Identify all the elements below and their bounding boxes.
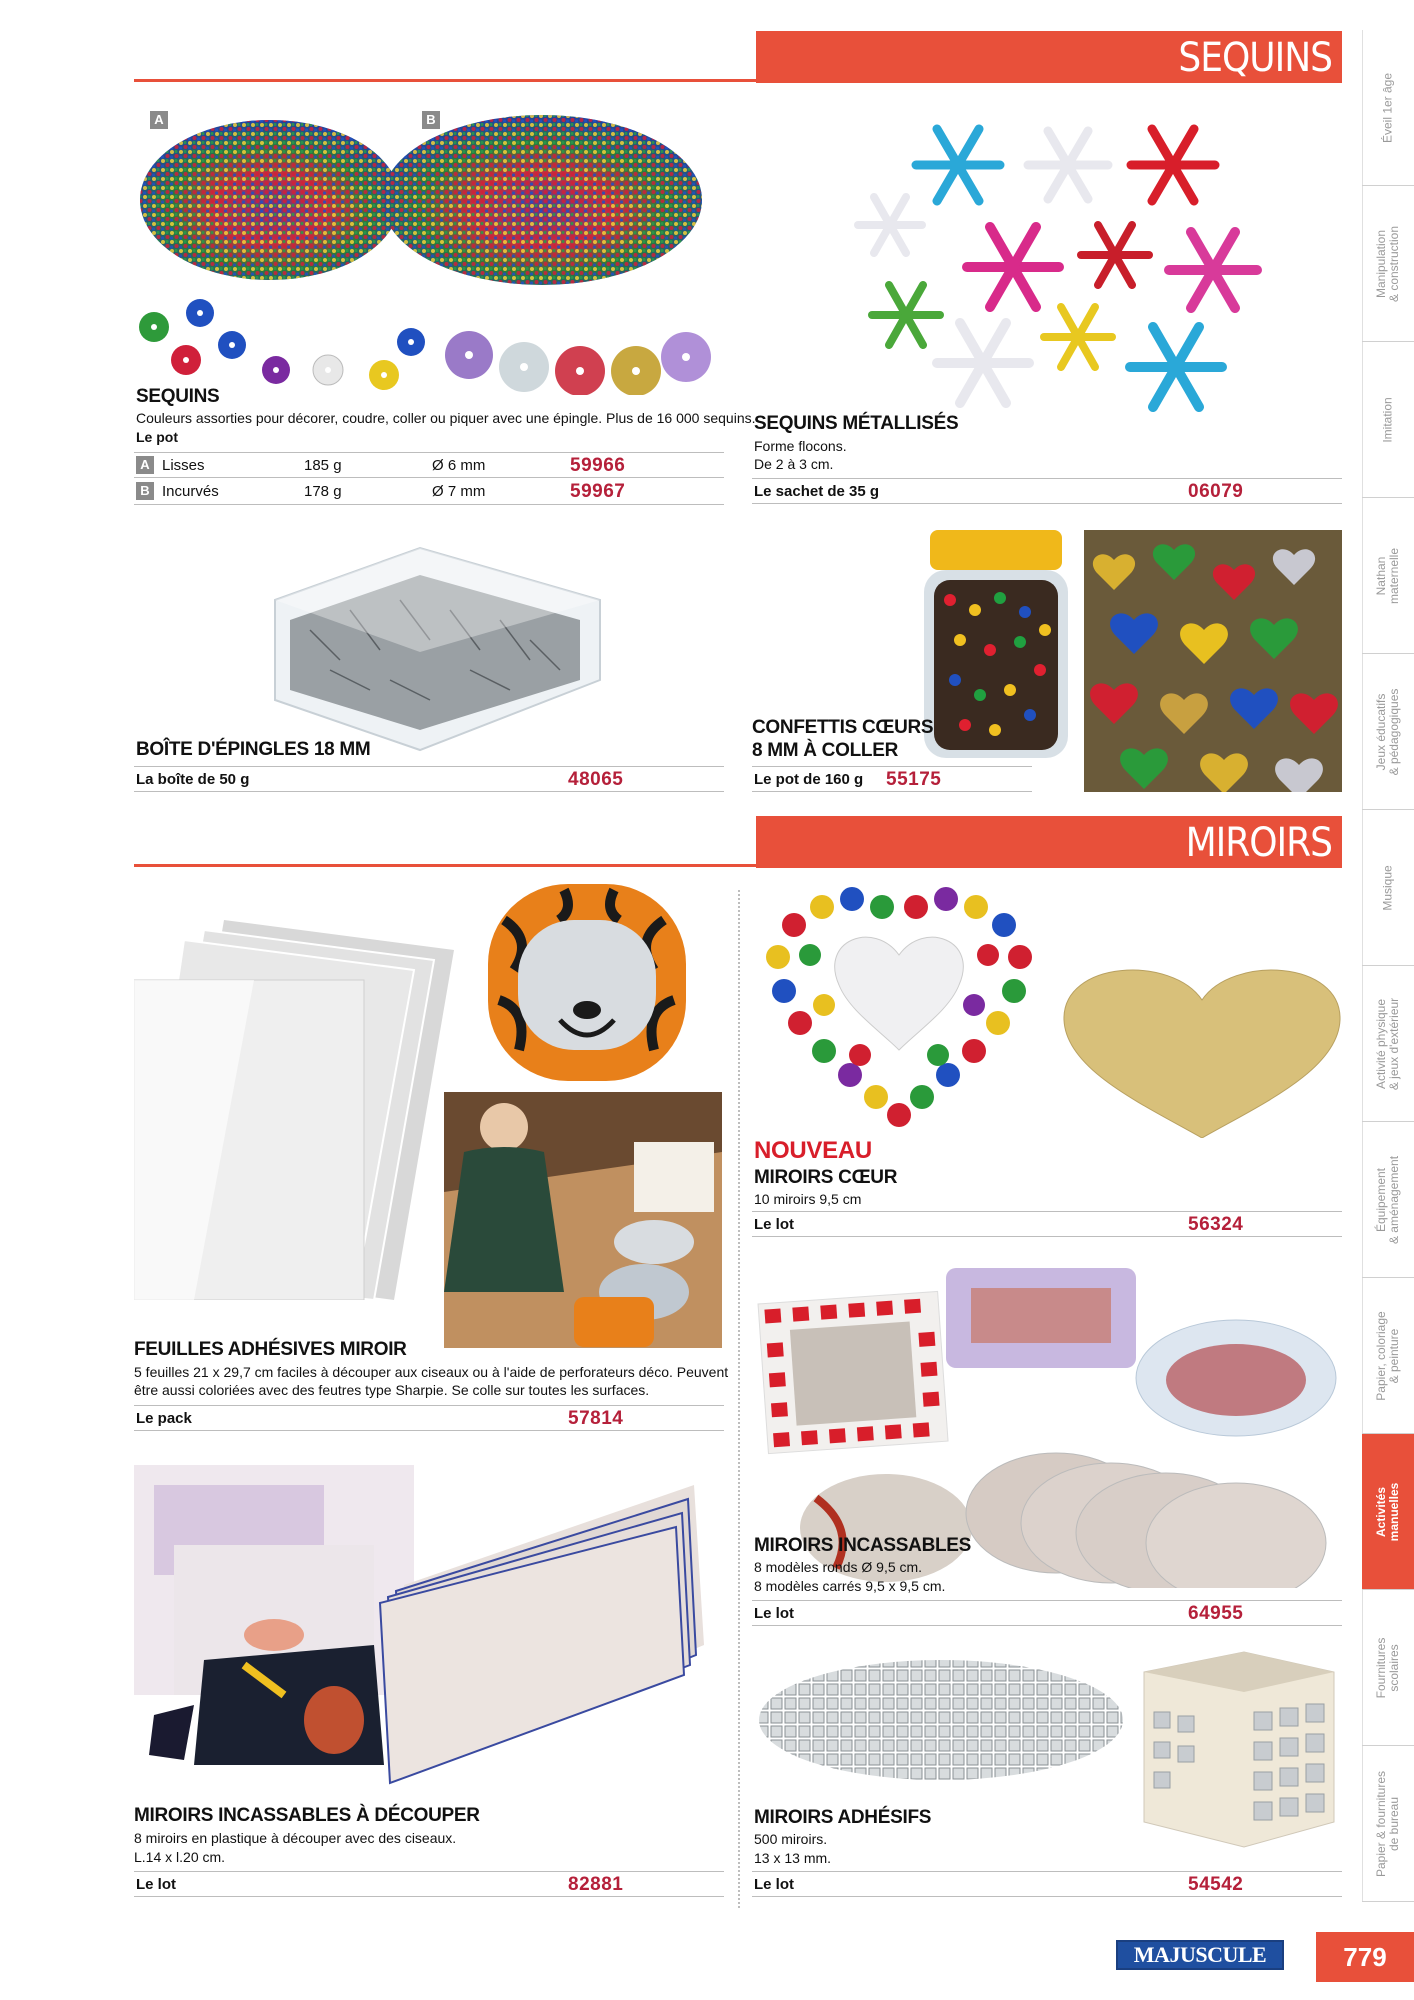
side-tab-jeux-educatifs[interactable]: [1362, 654, 1414, 810]
side-tab-equipement[interactable]: [1362, 1122, 1414, 1278]
row-name: Incurvés: [162, 483, 219, 500]
mirror-sheets-image: [134, 920, 454, 1300]
sequins-unit: Le pot: [136, 429, 178, 445]
side-tab-label: Imitation: [1380, 396, 1395, 443]
side-tab-fournitures-bureau[interactable]: [1362, 1746, 1414, 1902]
page-number-box: [1316, 1932, 1414, 1982]
confetti-order-line: [752, 766, 1032, 792]
side-tab-imitation[interactable]: [1362, 342, 1414, 498]
product-ref[interactable]: 57814: [568, 1408, 624, 1429]
metal-sequins-desc-1: Forme flocons.: [754, 438, 847, 454]
confetti-title-1: CONFETTIS CŒURS: [752, 717, 934, 738]
order-unit: Le lot: [754, 1605, 794, 1622]
order-unit: Le sachet de 35 g: [754, 483, 880, 500]
heart-mirrors-desc: 10 miroirs 9,5 cm: [754, 1191, 862, 1207]
adhesive-mirrors-desc-2: 13 x 13 mm.: [754, 1850, 832, 1866]
page-number: 779: [1343, 1942, 1387, 1972]
metal-sequins-order-line: [752, 478, 1342, 504]
side-tab-papier-coloriage[interactable]: [1362, 1278, 1414, 1434]
adhesive-mirrors-desc-1: 500 miroirs.: [754, 1831, 828, 1847]
order-unit: Le lot: [754, 1876, 794, 1893]
side-tab-label: Manipulation & construction: [1374, 225, 1401, 302]
product-ref[interactable]: 59967: [570, 481, 626, 502]
product-ref[interactable]: 55175: [886, 769, 942, 790]
column-divider: [738, 890, 740, 1908]
mirror-sheets-desc-1: 5 feuilles 21 x 29,7 cm faciles à découper aux ciseaux ou à l'aide de perforateurs déco. Peuvent: [134, 1364, 729, 1380]
sequins-row-b: [134, 479, 724, 505]
row-weight: 185 g: [304, 457, 342, 474]
side-tab-label: Activités manuelles: [1374, 1482, 1401, 1541]
child-crafting-photo: [444, 1092, 722, 1348]
side-tab-label: Fournitures scolaires: [1374, 1637, 1401, 1698]
side-tab-manipulation[interactable]: [1362, 186, 1414, 342]
side-tab-label: Nathan maternelle: [1374, 547, 1401, 604]
order-unit: Le pot de 160 g: [754, 771, 864, 788]
mirror-sheets-order-line: [134, 1405, 724, 1431]
side-tab-label: Éveil 1er âge: [1380, 72, 1395, 143]
cut-mirrors-order-line: [134, 1871, 724, 1897]
adhesive-mirrors-title: MIROIRS ADHÉSIFS: [754, 1807, 932, 1828]
row-diameter: Ø 7 mm: [432, 483, 486, 500]
confetti-jar-image: [920, 530, 1072, 760]
section-rule-sequins: [134, 79, 756, 82]
product-ref[interactable]: 56324: [1188, 1214, 1244, 1235]
row-diameter: Ø 6 mm: [432, 457, 486, 474]
side-tab-activites-manuelles[interactable]: [1362, 1434, 1414, 1590]
product-ref[interactable]: 59966: [570, 455, 626, 476]
product-ref[interactable]: 82881: [568, 1874, 624, 1895]
mirror-sheets-title: FEUILLES ADHÉSIVES MIROIR: [134, 1339, 407, 1360]
side-tab-label: Équipement & aménagement: [1374, 1155, 1401, 1244]
cut-mirrors-desc-2: L.14 x l.20 cm.: [134, 1849, 226, 1865]
product-ref[interactable]: 48065: [568, 769, 624, 790]
side-tab-eveil[interactable]: [1362, 30, 1414, 186]
unbreakable-order-line: [752, 1600, 1342, 1626]
product-ref[interactable]: 64955: [1188, 1603, 1244, 1624]
sequins-image: [134, 105, 734, 395]
metal-sequins-title: SEQUINS MÉTALLISÉS: [754, 413, 959, 434]
heart-mosaic-image: [764, 885, 1036, 1130]
order-unit: La boîte de 50 g: [136, 771, 250, 788]
pins-title: BOÎTE D'ÉPINGLES 18 MM: [136, 739, 371, 760]
pins-order-line: [134, 766, 724, 792]
side-tab-label: Musique: [1380, 864, 1395, 911]
row-name: Lisses: [162, 457, 205, 474]
product-ref[interactable]: 54542: [1188, 1874, 1244, 1895]
side-tab-label: Jeux éducatifs & pédagogiques: [1374, 688, 1401, 775]
cut-mirrors-title: MIROIRS INCASSABLES À DÉCOUPER: [134, 1805, 480, 1826]
cut-mirrors-desc-1: 8 miroirs en plastique à découper avec des ciseaux.: [134, 1830, 457, 1846]
section-banner-sequins: SEQUINS: [756, 31, 1342, 83]
brand-logo: [1116, 1940, 1284, 1970]
confetti-title-2: 8 MM À COLLER: [752, 740, 898, 761]
adhesive-mirrors-order-line: [752, 1871, 1342, 1897]
unbreakable-title: MIROIRS INCASSABLES: [754, 1535, 972, 1556]
heart-mirrors-order-line: [752, 1211, 1342, 1237]
cutting-mirror-photo: [134, 1465, 734, 1785]
adhesive-mirrors-pile-image: [756, 1655, 1126, 1785]
section-banner-miroirs: MIROIRS: [756, 816, 1342, 868]
side-tab-activite-physique[interactable]: [1362, 966, 1414, 1122]
sequins-row-a: [134, 452, 724, 478]
tiger-mirror-image: [484, 880, 690, 1085]
snowflake-sequins-image: [848, 105, 1268, 425]
row-weight: 178 g: [304, 483, 342, 500]
side-tab-nathan[interactable]: [1362, 498, 1414, 654]
pins-box-image: [270, 540, 605, 755]
side-tab-label: Papier & fournitures de bureau: [1374, 1770, 1401, 1877]
unbreakable-desc-1: 8 modèles ronds Ø 9,5 cm.: [754, 1559, 923, 1575]
heart-mirrors-title: MIROIRS CŒUR: [754, 1167, 898, 1188]
side-tab-label: Activité physique & jeux d'extérieur: [1374, 997, 1401, 1090]
image-label-a: A: [150, 111, 168, 129]
confetti-hearts-image: [1084, 530, 1342, 792]
order-unit: Le lot: [754, 1216, 794, 1233]
section-rule-miroirs: [134, 864, 756, 867]
row-letter-a: A: [136, 456, 154, 474]
image-label-b: B: [422, 111, 440, 129]
mirror-pot-image: [1134, 1642, 1342, 1850]
metal-sequins-desc-2: De 2 à 3 cm.: [754, 456, 834, 472]
sequins-title: SEQUINS: [136, 386, 220, 407]
product-ref[interactable]: 06079: [1188, 481, 1244, 502]
side-tab-musique[interactable]: [1362, 810, 1414, 966]
row-letter-b: B: [136, 482, 154, 500]
order-unit: Le lot: [136, 1876, 176, 1893]
mirror-sheets-desc-2: être aussi coloriées avec des feutres type Sharpie. Se colle sur toutes les surfaces.: [134, 1382, 650, 1398]
side-tab-fournitures-scolaires[interactable]: [1362, 1590, 1414, 1746]
new-badge: NOUVEAU: [754, 1137, 872, 1164]
sequins-desc: Couleurs assorties pour décorer, coudre, coller ou piquer avec une épingle. Plus de 16 000 sequins.: [136, 410, 756, 426]
brand-logo-text: MAJUSCULE: [1133, 1942, 1267, 1967]
side-tab-label: Papier, coloriage & peinture: [1374, 1310, 1401, 1401]
order-unit: Le pack: [136, 1410, 192, 1427]
unbreakable-desc-2: 8 modèles carrés 9,5 x 9,5 cm.: [754, 1578, 946, 1594]
heart-mirror-image: [1060, 960, 1345, 1138]
